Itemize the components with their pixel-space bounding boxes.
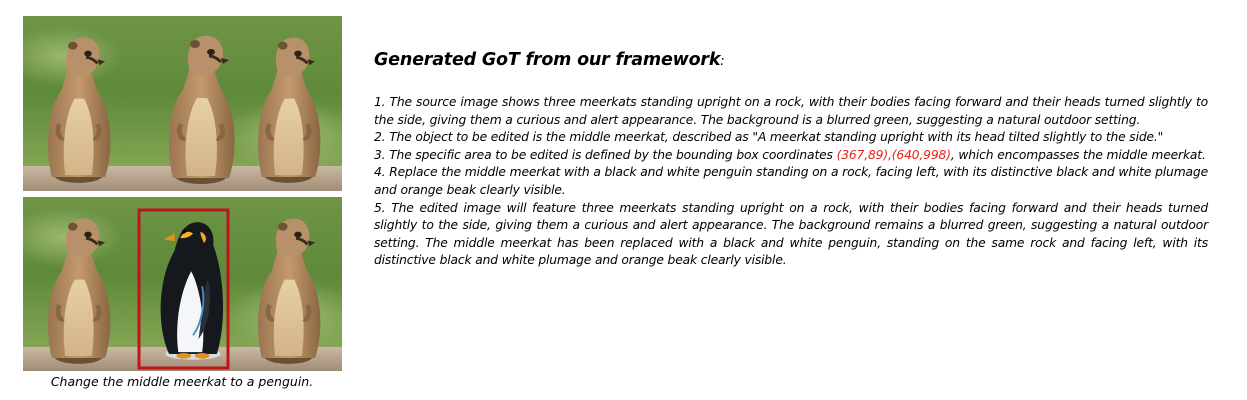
got-step-3-suffix: , which encompasses the middle meerkat. bbox=[950, 147, 1206, 162]
got-heading-colon: : bbox=[720, 54, 725, 69]
got-step-4: 4. Replace the middle meerkat with a black and white penguin standing on a rock, facing left, with its distinctive black and white plumage and orange beak clearly visible. bbox=[374, 165, 1208, 197]
edited-image bbox=[23, 197, 342, 371]
got-step-5: 5. The edited image will feature three meerkats standing upright on a rock, with their bodies facing forward and their heads turned slightly to the side, giving them a curious and alert appearance. The background remains a blurred green, suggesting a natural outdoor setting. The middle meerkat has been replaced with a black and white penguin, standing on the same rock and facing left, with its distinctive black and white plumage and orange beak clearly visible. bbox=[374, 200, 1208, 268]
source-image-graphic bbox=[23, 16, 342, 191]
got-heading-text: Generated GoT from our framework bbox=[374, 50, 721, 70]
figure-caption: Change the middle meerkat to a penguin. bbox=[50, 374, 314, 389]
got-heading bbox=[374, 50, 724, 70]
got-step-2: 2. The object to be edited is the middle meerkat, described as "A meerkat standing upright with its head tilted slightly to the side." bbox=[374, 130, 1164, 145]
got-step-1: 1. The source image shows three meerkats standing upright on a rock, with their bodies facing forward and their heads turned slightly to the side, giving them a curious and alert appearance. The background is a blurred green, suggesting a natural outdoor setting. bbox=[374, 95, 1208, 127]
got-steps bbox=[374, 94, 1208, 270]
source-image bbox=[23, 16, 342, 191]
got-step-3 bbox=[374, 147, 1208, 165]
edited-image-graphic bbox=[23, 197, 342, 371]
bounding-box-coordinates: (367,89),(640,998) bbox=[836, 147, 951, 162]
got-step-3-prefix: 3. The specific area to be edited is defined by the bounding box coordinates bbox=[374, 147, 837, 162]
